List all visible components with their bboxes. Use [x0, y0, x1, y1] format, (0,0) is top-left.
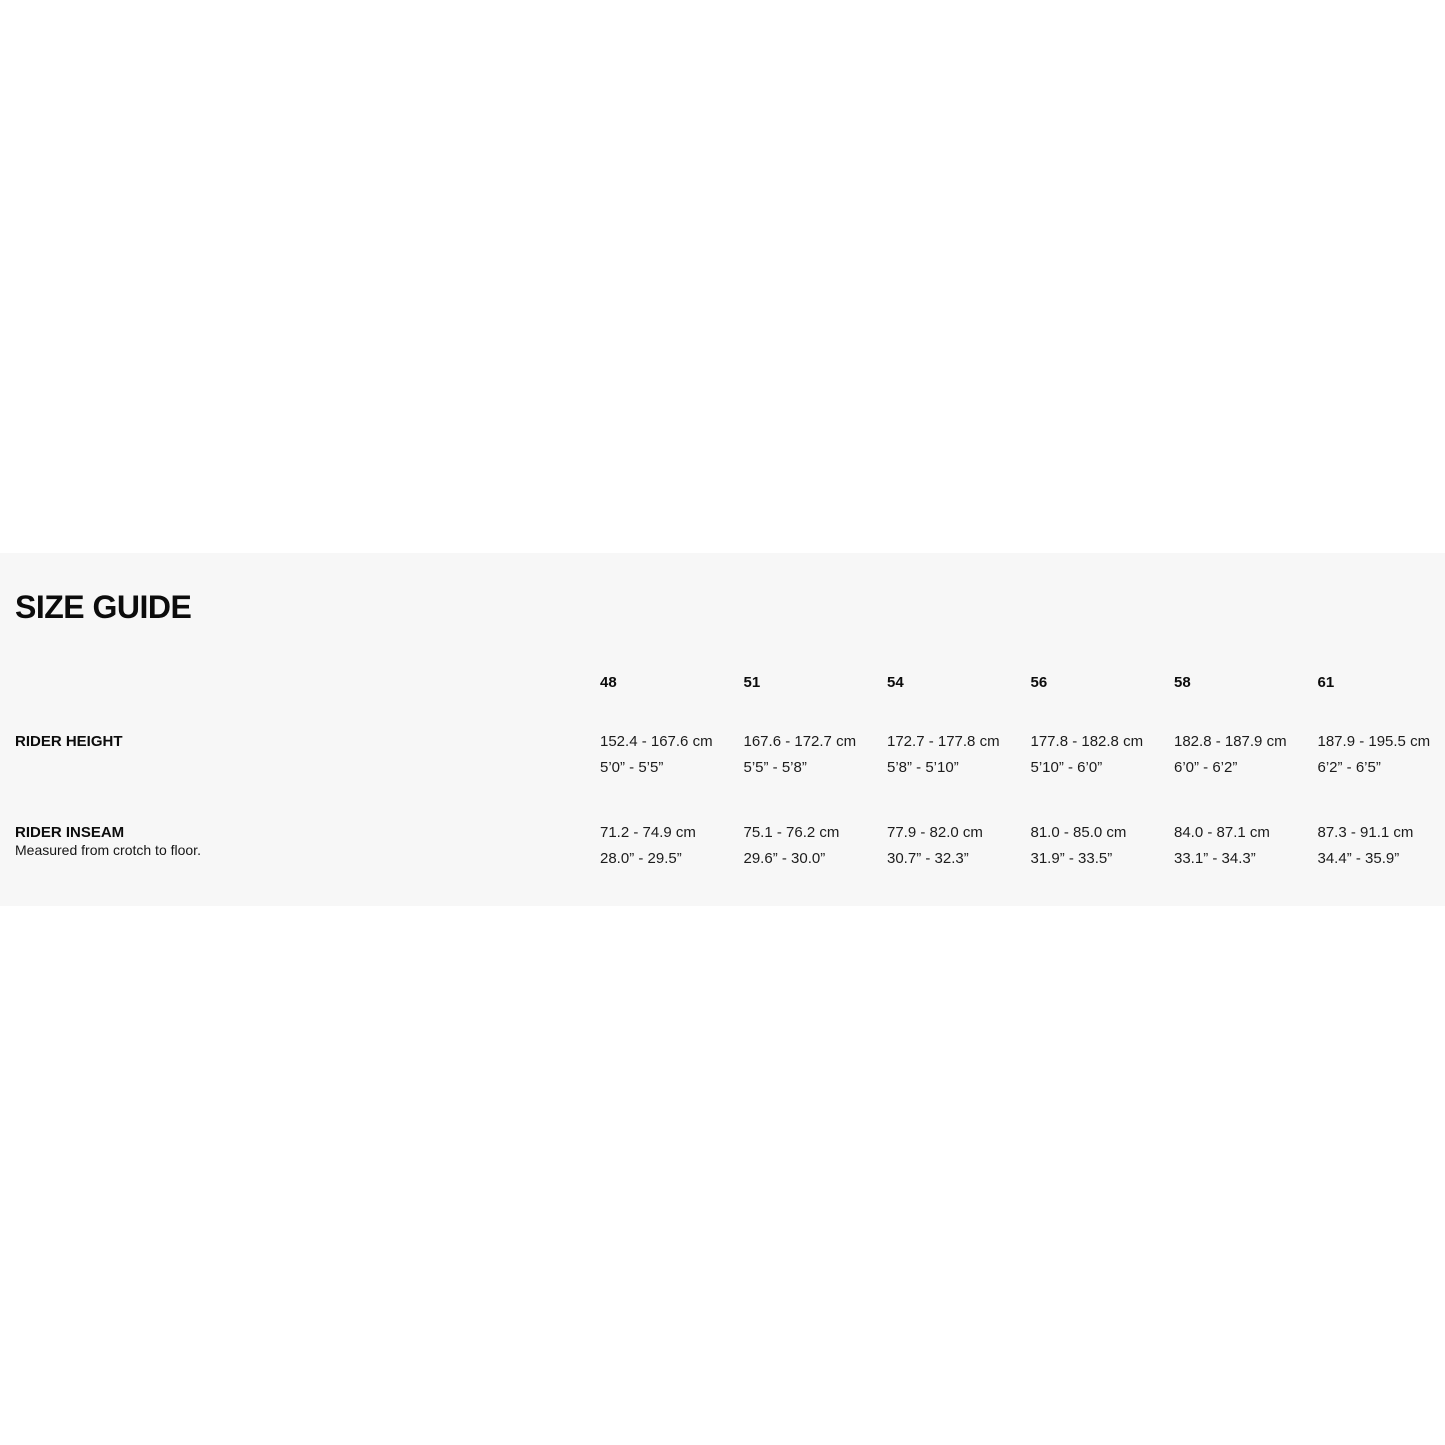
- size-column-header-56: 56: [1030, 674, 1048, 691]
- rider-inseam-cell-48: [600, 820, 744, 872]
- size-column-header-58: 58: [1174, 674, 1191, 691]
- size-column-header-61: 61: [1317, 674, 1335, 691]
- rider-inseam-label: RIDER INSEAM: [15, 824, 125, 841]
- rider-inseam-imperial: 28.0” - 29.5”: [600, 850, 682, 867]
- rider-height-cell-54: [887, 729, 1031, 781]
- rider-height-imperial: 5’8” - 5’10”: [887, 759, 959, 776]
- rider-inseam-cell-51: [744, 820, 888, 872]
- size-column-header-51: 51: [743, 674, 761, 691]
- rider-inseam-cell-54: [887, 820, 1031, 872]
- rider-inseam-imperial: 34.4” - 35.9”: [1317, 850, 1400, 867]
- rider-height-row: [15, 729, 1445, 781]
- rider-inseam-imperial: 30.7” - 32.3”: [887, 850, 969, 867]
- rider-inseam-note: Measured from crotch to floor.: [15, 842, 201, 858]
- rider-height-imperial: 5’0” - 5’5”: [600, 759, 664, 776]
- rider-inseam-cell-61: [1318, 820, 1445, 872]
- size-column-header-54: 54: [887, 674, 904, 691]
- rider-inseam-label-cell: [15, 820, 600, 858]
- rider-height-cell-61: [1318, 729, 1445, 781]
- rider-height-imperial: 5’5” - 5’8”: [743, 759, 807, 776]
- rider-height-cell-48: [600, 729, 744, 781]
- rider-height-label-cell: [15, 729, 600, 755]
- size-header-row: [15, 670, 1445, 696]
- size-column-header-48: 48: [600, 674, 617, 691]
- rider-height-cm: 152.4 - 167.6 cm: [600, 733, 713, 750]
- rider-height-cm: 187.9 - 195.5 cm: [1317, 733, 1431, 750]
- rider-height-imperial: 6’0” - 6’2”: [1174, 759, 1238, 776]
- rider-height-cell-58: [1174, 729, 1318, 781]
- rider-height-cell-51: [744, 729, 888, 781]
- rider-height-cm: 177.8 - 182.8 cm: [1030, 733, 1144, 750]
- rider-height-cell-56: [1031, 729, 1175, 781]
- rider-inseam-imperial: 31.9” - 33.5”: [1030, 850, 1113, 867]
- rider-height-cm: 167.6 - 172.7 cm: [743, 733, 857, 750]
- rider-inseam-row: [15, 820, 1445, 872]
- rider-inseam-cm: 81.0 - 85.0 cm: [1030, 824, 1127, 841]
- rider-height-imperial: 6’2” - 6’5”: [1317, 759, 1381, 776]
- rider-height-cm: 172.7 - 177.8 cm: [887, 733, 1000, 750]
- rider-height-cm: 182.8 - 187.9 cm: [1174, 733, 1287, 750]
- rider-inseam-cm: 75.1 - 76.2 cm: [743, 824, 840, 841]
- rider-inseam-cm: 87.3 - 91.1 cm: [1317, 824, 1414, 841]
- rider-inseam-cm: 77.9 - 82.0 cm: [887, 824, 983, 841]
- size-guide-title: SIZE GUIDE: [15, 589, 192, 626]
- rider-inseam-cm: 84.0 - 87.1 cm: [1174, 824, 1270, 841]
- rider-height-imperial: 5’10” - 6’0”: [1030, 759, 1103, 776]
- rider-inseam-cm: 71.2 - 74.9 cm: [600, 824, 696, 841]
- rider-inseam-imperial: 29.6” - 30.0”: [743, 850, 826, 867]
- rider-height-label: RIDER HEIGHT: [15, 733, 123, 750]
- rider-inseam-cell-58: [1174, 820, 1318, 872]
- rider-inseam-cell-56: [1031, 820, 1175, 872]
- rider-inseam-imperial: 33.1” - 34.3”: [1174, 850, 1256, 867]
